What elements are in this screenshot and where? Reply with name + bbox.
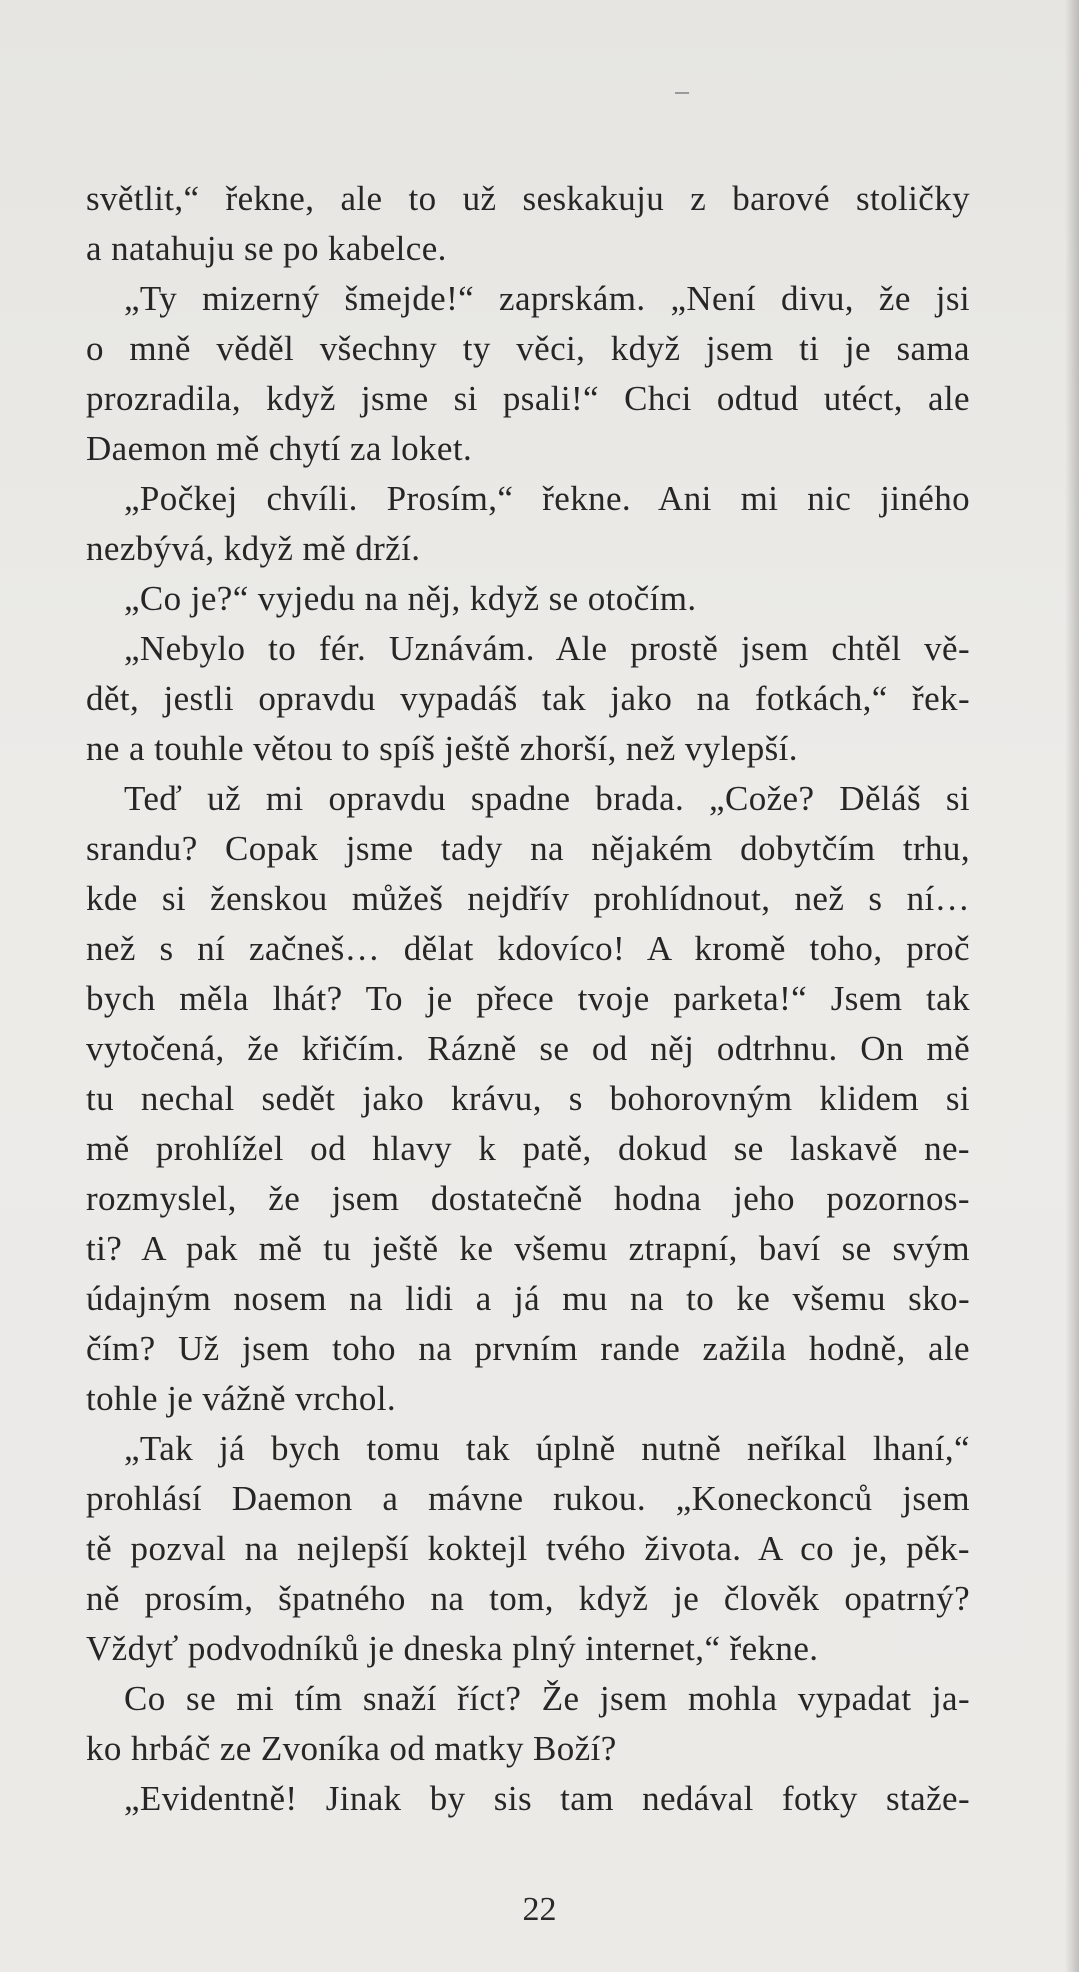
page-number: 22 [522,1891,557,1928]
text-line: ně prosím, špatného na tom, když je člověk opatrný? [86,1579,970,1618]
text-line: ko hrbáč ze Zvoníka od matky Boží? [86,1729,617,1768]
text-line: vytočená, že křičím. Rázně se od něj odtrhnu. On mě [86,1029,970,1068]
text-line: světlit,“ řekne, ale to už seskakuju z barové stoličky [86,179,970,218]
text-line: „Evidentně! Jinak by sis tam nedával fotky staže- [124,1779,970,1818]
paper-speck [675,92,689,94]
text-line: ne a touhle větou to spíš ještě zhorší, než vylepší. [86,729,798,768]
text-line: rozmyslel, že jsem dostatečně hodna jeho pozornos- [86,1179,970,1218]
text-line: srandu? Copak jsme tady na nějakém dobytčím trhu, [86,829,970,868]
text-line: o mně věděl všechny ty věci, když jsem ti je sama [86,329,970,368]
text-line: nezbývá, když mě drží. [86,529,421,568]
text-line: „Nebylo to fér. Uznávám. Ale prostě jsem chtěl vě- [124,629,970,668]
text-line: tu nechal sedět jako krávu, s bohorovným klidem si [86,1079,970,1118]
text-line: Co se mi tím snaží říct? Že jsem mohla vypadat ja- [124,1679,970,1718]
page-edge-shadow [1065,0,1079,1972]
text-line: ti? A pak mě tu ještě ke všemu ztrapní, baví se svým [86,1229,970,1268]
text-line: kde si ženskou můžeš nejdřív prohlídnout, než s ní… [86,879,970,918]
text-line: Daemon mě chytí za loket. [86,429,473,468]
body-text [86,174,970,1824]
text-line: „Ty mizerný šmejde!“ zaprskám. „Není divu, že jsi [124,279,970,318]
text-line: bych měla lhát? To je přece tvoje parketa!“ Jsem tak [86,979,970,1018]
text-line: „Co je?“ vyjedu na něj, když se otočím. [124,579,697,618]
text-line: dět, jestli opravdu vypadáš tak jako na fotkách,“ řek- [86,679,970,718]
text-line: než s ní začneš… dělat kdovíco! A kromě toho, proč [86,929,970,968]
text-line: tohle je vážně vrchol. [86,1379,397,1418]
text-line: čím? Už jsem toho na prvním rande zažila hodně, ale [86,1329,970,1368]
text-line: Teď už mi opravdu spadne brada. „Cože? Děláš si [124,779,970,818]
text-line: „Tak já bych tomu tak úplně nutně neříkal lhaní,“ [124,1429,970,1468]
text-line: mě prohlížel od hlavy k patě, dokud se laskavě ne- [86,1129,970,1168]
text-line: tě pozval na nejlepší koktejl tvého života. A co je, pěk- [86,1529,970,1568]
text-line: Vždyť podvodníků je dneska plný internet,“ řekne. [86,1629,819,1668]
text-line: prohlásí Daemon a mávne rukou. „Koneckonců jsem [86,1479,970,1518]
text-line: „Počkej chvíli. Prosím,“ řekne. Ani mi nic jiného [124,479,970,518]
text-line: a natahuju se po kabelce. [86,229,447,268]
text-line: údajným nosem na lidi a já mu na to ke všemu sko- [86,1279,970,1318]
text-line: prozradila, když jsme si psali!“ Chci odtud utéct, ale [86,379,970,418]
